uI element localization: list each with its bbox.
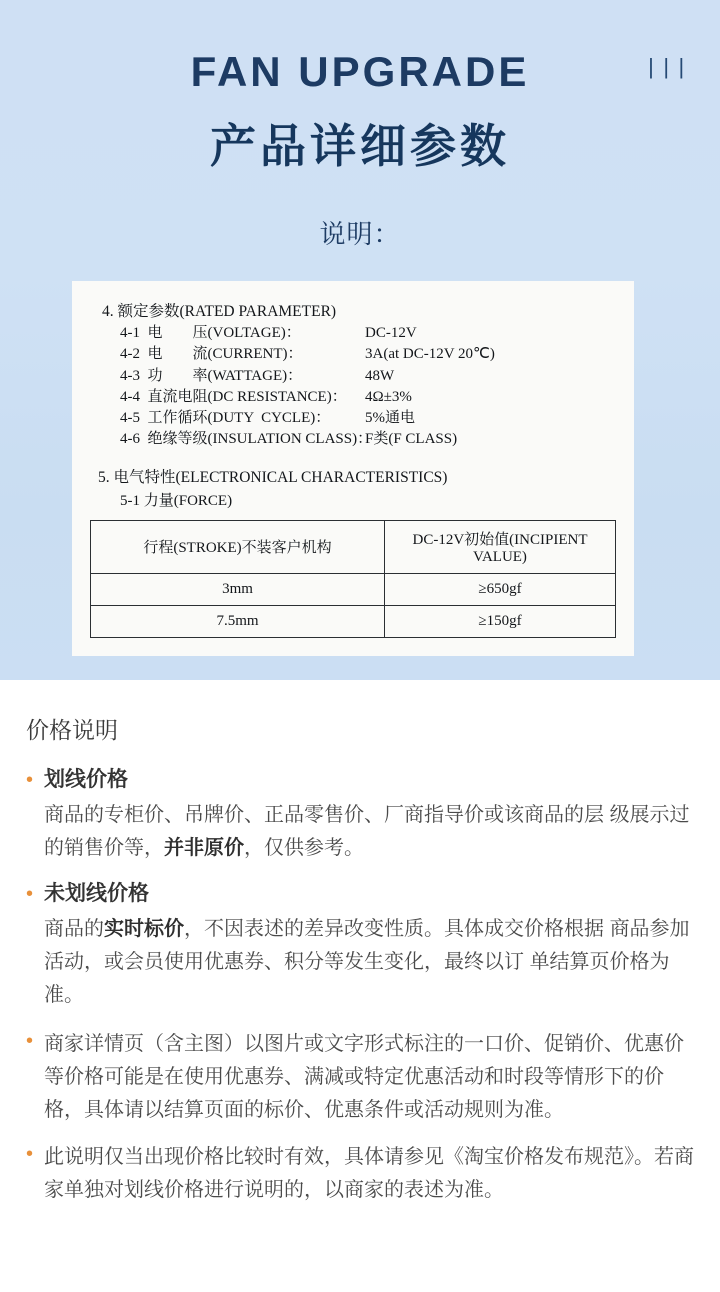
table-header-cell: 行程(STROKE)不装客户机构	[91, 520, 385, 573]
price-paragraph-text: 商家详情页（含主图）以图片或文字形式标注的一口价、促销价、优惠价等价格可能是在使用优惠券、满减或特定优惠活动和时段等情形下的价格，具体请以结算页面的标价、优惠条件或活动规则为准。	[44, 1033, 684, 1121]
bullet-line	[26, 767, 694, 793]
spec-value: DC-12V	[365, 325, 417, 341]
rated-parameter-title: 4. 额定参数(RATED PARAMETER)	[102, 303, 337, 320]
price-item-body-line1a: 商品的	[44, 918, 104, 940]
price-item-body-emphasis: 并非原价	[164, 837, 244, 859]
spec-row	[120, 366, 616, 387]
price-item-heading: 划线价格	[44, 768, 128, 791]
hero-title-chinese: 产品详细参数	[210, 120, 510, 172]
price-item-body-line1b: ，不因表述的差异改变性质。具体成交价格根据	[184, 918, 604, 940]
table-cell: 7.5mm	[91, 605, 385, 637]
spec-value: 3A(at DC-12V 20℃)	[365, 346, 495, 363]
price-item-body-line2a: 级展示过的销售价等，	[44, 804, 690, 859]
force-subtitle: 5-1 力量(FORCE)	[120, 492, 233, 509]
spec-value: 4Ω±3%	[365, 388, 412, 405]
spec-value: F类(F CLASS)	[365, 431, 458, 448]
spec-label: 4-1 电 压(VOLTAGE)：	[120, 325, 301, 341]
spec-row	[120, 323, 616, 344]
bullet-dot-icon: •	[26, 883, 34, 905]
table-header-cell: DC-12V初始值(INCIPIENT VALUE)	[385, 520, 616, 573]
table-header-row	[91, 520, 616, 573]
bullet-dot-icon: •	[26, 1030, 34, 1052]
price-item-body	[44, 913, 694, 1012]
table-cell: ≥650gf	[385, 573, 616, 605]
price-item-heading: 未划线价格	[44, 882, 149, 905]
price-item-body-line3: 单结算页价格为准。	[44, 951, 670, 1006]
spec-row	[120, 408, 616, 429]
price-item-nonstrikethrough	[26, 881, 694, 1012]
spec-value: 48W	[365, 367, 395, 384]
table-row	[91, 573, 616, 605]
spec-card	[72, 281, 634, 656]
spec-row	[120, 429, 616, 450]
spec-row	[120, 344, 616, 365]
hero-title-english: FAN UPGRADE	[190, 48, 530, 95]
price-description-section	[0, 680, 720, 1292]
force-table	[90, 520, 616, 638]
price-item-body-line2b: ，仅供参考。	[244, 837, 364, 859]
price-item-body-line1: 商品的专柜价、吊牌价、正品零售价、厂商指导价或该商品的层	[44, 804, 604, 826]
spec-label: 4-3 功 率(WATTAGE)：	[120, 367, 303, 384]
table-cell: 3mm	[91, 573, 385, 605]
price-paragraph-text: 此说明仅当出现价格比较时有效，具体请参见《淘宝价格发布规范》。若商家单独对划线价格进行说明的，以商家的表述为准。	[44, 1146, 694, 1201]
price-paragraph	[26, 1028, 694, 1127]
spec-value: 5%通电	[365, 410, 415, 427]
bullet-line	[26, 881, 694, 907]
bullet-dot-icon: •	[26, 769, 34, 791]
table-cell: ≥150gf	[385, 605, 616, 637]
table-row	[91, 605, 616, 637]
price-paragraph	[26, 1141, 694, 1207]
spec-label: 4-2 电 流(CURRENT)：	[120, 346, 303, 363]
spec-label: 4-6 绝缘等级(INSULATION CLASS)：	[120, 431, 373, 448]
hero-subtitle: 说明：	[319, 219, 401, 249]
price-section-title: 价格说明	[26, 717, 118, 743]
menu-icon[interactable]: |||	[644, 56, 690, 81]
price-item-strikethrough	[26, 767, 694, 865]
spec-label: 4-4 直流电阻(DC RESISTANCE)：	[120, 388, 347, 405]
price-item-body-line2: 商品参加活动，或会员使用优惠券、积分等发生变化，最终以订	[44, 918, 690, 973]
bullet-dot-icon: •	[26, 1143, 34, 1165]
price-item-body-emphasis: 实时标价	[104, 918, 184, 940]
spec-row	[120, 387, 616, 408]
price-item-body	[44, 799, 694, 865]
electrical-characteristics-title: 5. 电气特性(ELECTRONICAL CHARACTERISTICS)	[98, 468, 448, 486]
rated-parameter-block	[72, 299, 634, 510]
spec-label: 4-5 工作循环(DUTY CYCLE)：	[120, 410, 331, 427]
